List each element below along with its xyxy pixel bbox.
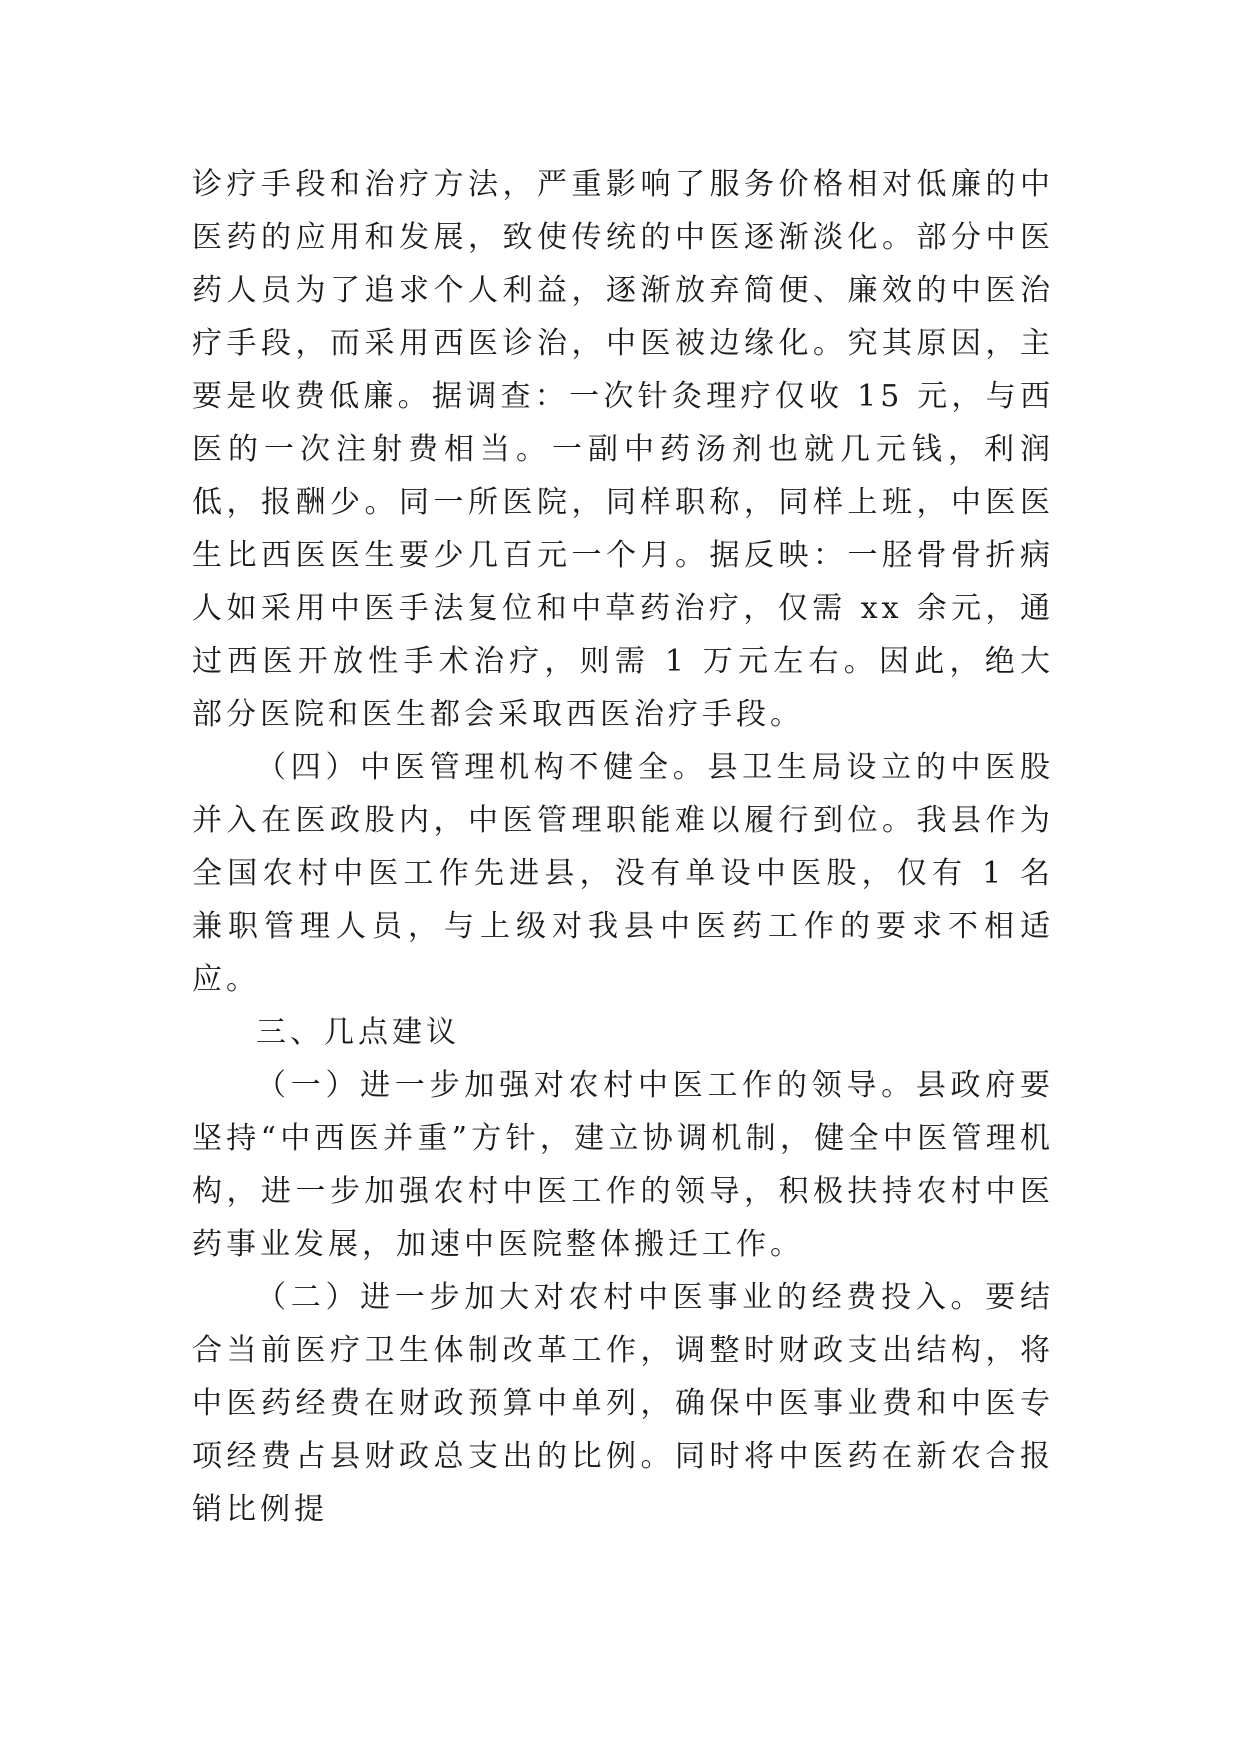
paragraph-suggestion-leadership: （一）进一步加强对农村中医工作的领导。县政府要坚持“中西医并重”方针，建立协调机制，健全中医管理机构，进一步加强农村中医工作的领导，积极扶持农村中医药事业发展，加速中医院整体搬迁工作。 (192, 1068, 1054, 1262)
document-body (192, 158, 1054, 1536)
paragraph-management-agency: （四）中医管理机构不健全。县卫生局设立的中医股并入在医政股内，中医管理职能难以履行到位。我县作为全国农村中医工作先进县，没有单设中医股，仅有 1 名兼职管理人员，与上级对我县中医药工作的要求不相适应。 (192, 750, 1054, 997)
paragraph-fee-disparity: 诊疗手段和治疗方法，严重影响了服务价格相对低廉的中医药的应用和发展，致使传统的中医逐渐淡化。部分中医药人员为了追求个人利益，逐渐放弃简便、廉效的中医治疗手段，而采用西医诊治，中医被边缘化。究其原因，主要是收费低廉。据调查：一次针灸理疗仅收 15 元，与西医的一次注射费相当。一副中药汤剂也就几元钱，利润低，报酬少。同一所医院，同样职称，同样上班，中医医生比西医医生要少几百元一个月。据反映：一胫骨骨折病人如采用中医手法复位和中草药治疗，仅需 xx 余元，通过西医开放性手术治疗，则需 1 万元左右。因此，绝大部分医院和医生都会采取西医治疗手段。 (192, 167, 1054, 732)
paragraph-suggestion-funding: （二）进一步加大对农村中医事业的经费投入。要结合当前医疗卫生体制改革工作，调整时财政支出结构，将中医药经费在财政预算中单列，确保中医事业费和中医专项经费占县财政总支出的比例。同时将中医药在新农合报销比例提 (192, 1280, 1054, 1527)
section-heading-suggestions: 三、几点建议 (256, 1015, 460, 1050)
